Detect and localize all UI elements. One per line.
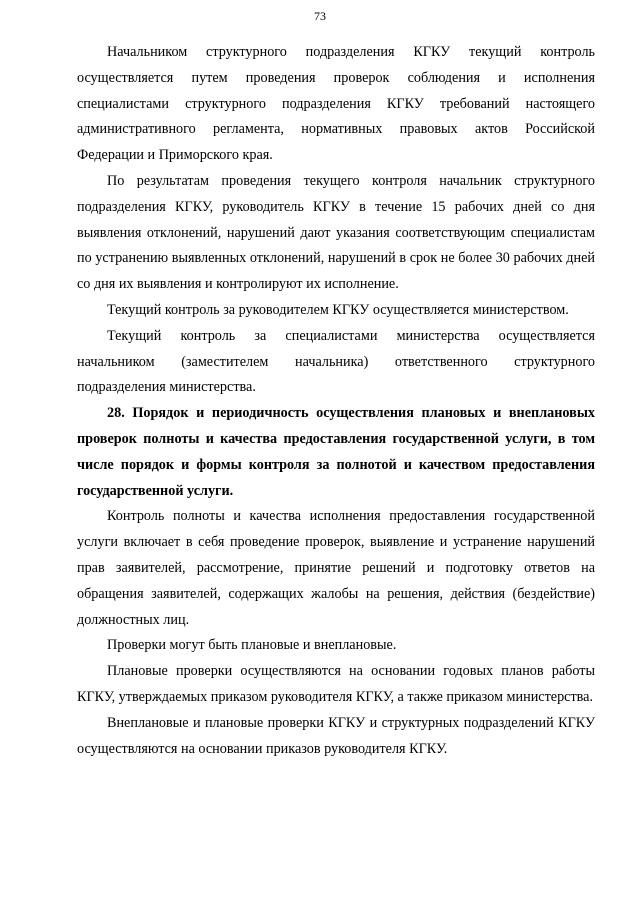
paragraph-control-over-ministry-specialists: Текущий контроль за специалистами министерства осуществляется начальником (заместителем начальника) ответственного структурного подразделения министерства. [77,327,595,396]
paragraph-control-results: По результатам проведения текущего контроля начальник структурного подразделения КГКУ, руководитель КГКУ в течение 15 рабочих дней со дня выявления отклонений, нарушений дают указания соответствующим специалистам по устранению выявленных отклонений, нарушений в срок не более 30 рабочих дней со дня их выявления и контролируют их исполнение. [77,172,595,293]
paragraph-unplanned-inspections: Внеплановые и плановые проверки КГКУ и структурных подразделений КГКУ осуществляются на основании приказов руководителя КГКУ. [77,714,595,757]
section-heading-28: 28. Порядок и периодичность осуществления плановых и внеплановых проверок полноты и качества предоставления государственной услуги, в том числе порядок и формы контроля за полнотой и качеством предоставления государственной услуги. [77,405,595,499]
paragraph-planned-inspections: Плановые проверки осуществляются на основании годовых планов работы КГКУ, утверждаемых приказом руководителя КГКУ, а также приказом министерства. [77,663,595,705]
page-number: 73 [314,9,326,23]
paragraph-current-control-head: Начальником структурного подразделения КГКУ текущий контроль осуществляется путем проведения проверок соблюдения и исполнения специалистами структурного подразделения КГКУ требований настоящего административного регламента, нормативных правовых актов Российской Федерации и Приморского края. [77,44,595,164]
document-body [77,40,595,762]
paragraph-inspection-types: Проверки могут быть плановые и внеплановые. [107,637,397,654]
paragraph-quality-control: Контроль полноты и качества исполнения предоставления государственной услуги включает в себя проведение проверок, выявление и устранение нарушений прав заявителей, рассмотрение, принятие решений и подготовку ответов на обращения заявителей, содержащих жалобы на решения, действия (бездействие) должностных лиц. [77,508,595,628]
paragraph-control-over-head: Текущий контроль за руководителем КГКУ осуществляется министерством. [107,301,569,318]
